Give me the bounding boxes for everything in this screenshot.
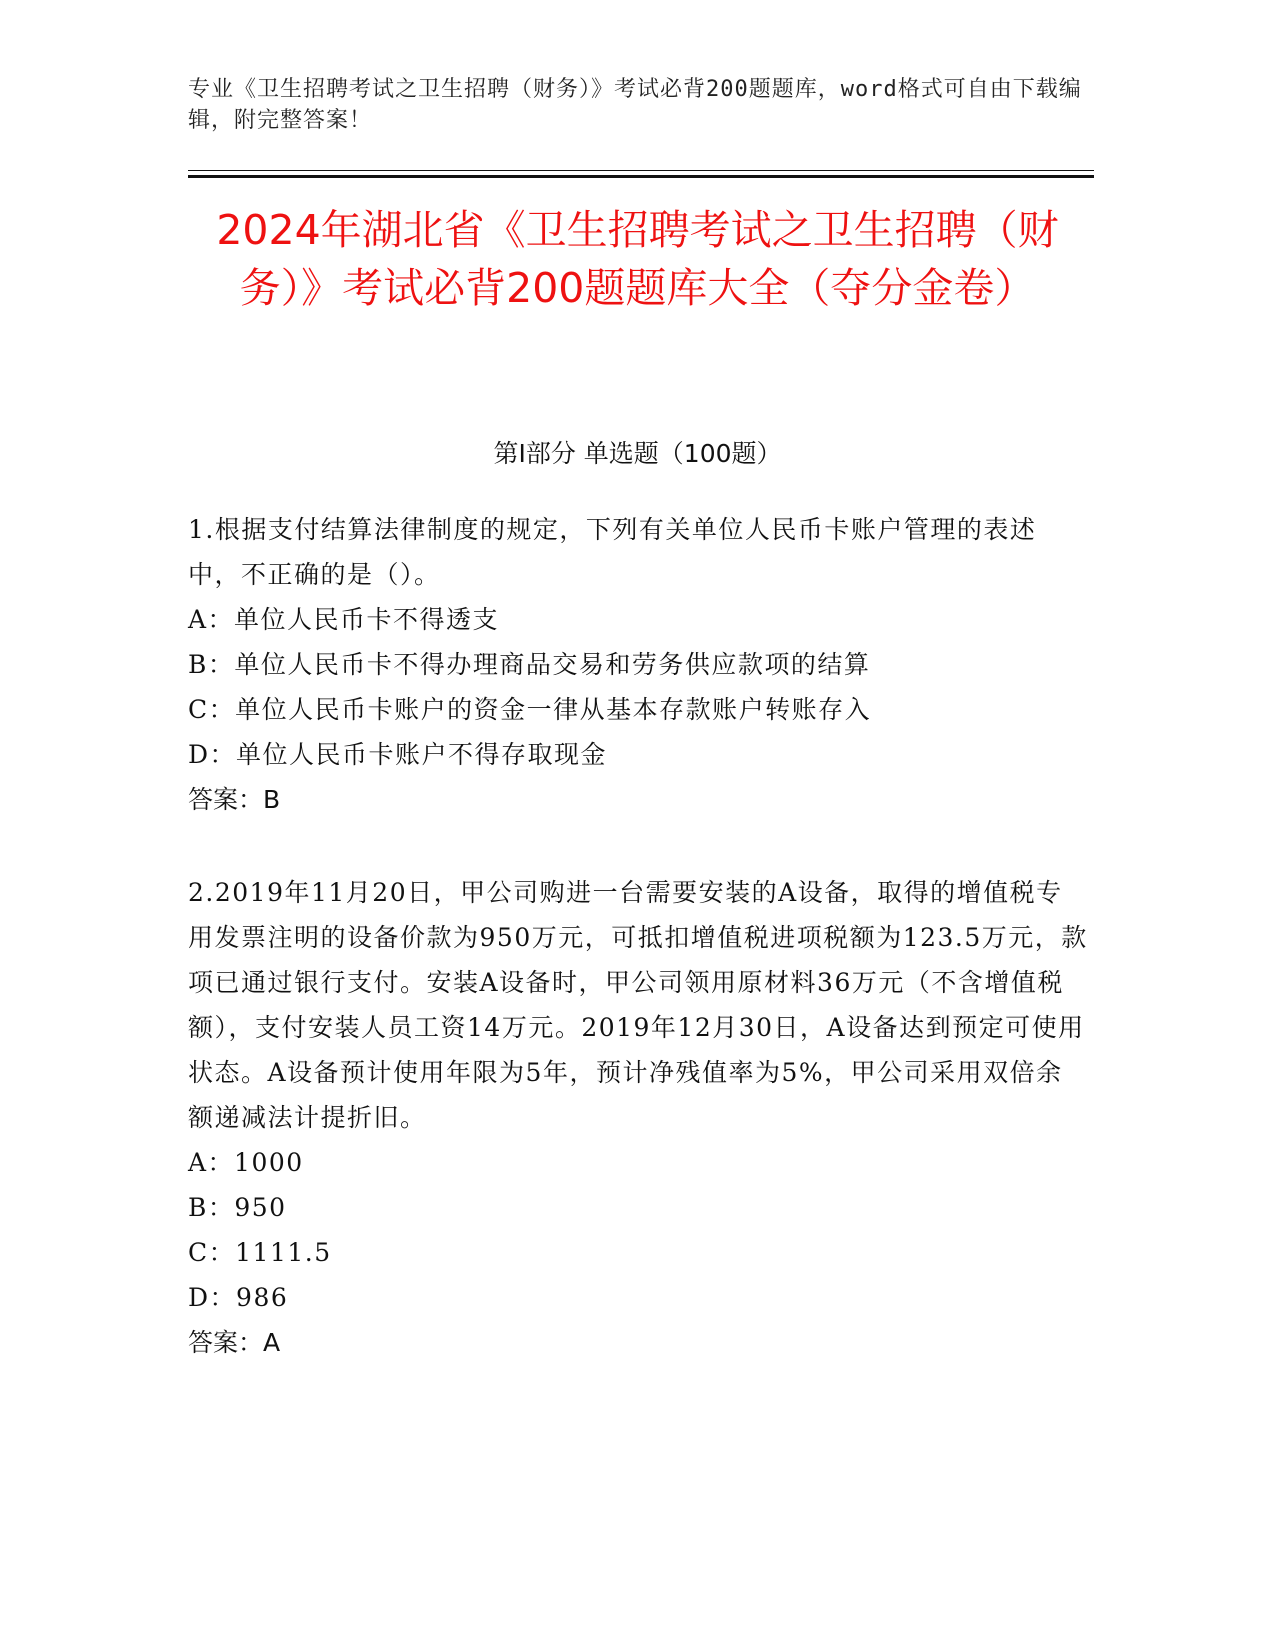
question-2 (188, 870, 1088, 1365)
header-divider-thin (188, 170, 1094, 171)
option-b: B：950 (188, 1193, 287, 1222)
section-title: 第Ⅰ部分 单选题（100题） (493, 439, 782, 468)
document-title: 2024年湖北省《卫生招聘考试之卫生招聘（财务）》考试必背200题题库大全（夺分金卷） (216, 206, 1059, 312)
option-c: C：单位人民币卡账户的资金一律从基本存款账户转账存入 (188, 695, 872, 724)
answer: 答案：A (188, 1328, 281, 1357)
option-d: D：单位人民币卡账户不得存取现金 (188, 740, 608, 769)
question-stem: 2.2019年11月20日，甲公司购进一台需要安装的A设备，取得的增值税专用发票注明的设备价款为950万元，可抵扣增值税进项税额为123.5万元，款项已通过银行支付。安装A设备时，甲公司领用原材料36万元（不含增值税额），支付安装人员工资14万元。2019年12月30日，A设备达到预定可使用状态。A设备预计使用年限为5年，预计净残值率为5%，甲公司采用双倍余额递减法计提折旧。 (188, 878, 1088, 1132)
header-divider-thick (188, 175, 1094, 178)
option-b: B：单位人民币卡不得办理商品交易和劳务供应款项的结算 (188, 650, 871, 679)
header-note: 专业《卫生招聘考试之卫生招聘（财务）》考试必背200题题库，word格式可自由下载编辑，附完整答案！ (188, 77, 1082, 133)
question-1 (188, 507, 1088, 822)
answer: 答案：B (188, 785, 281, 814)
option-d: D：986 (188, 1283, 289, 1312)
option-a: A：1000 (188, 1148, 304, 1177)
option-c: C：1111.5 (188, 1238, 332, 1267)
question-stem: 1.根据支付结算法律制度的规定，下列有关单位人民币卡账户管理的表述中，不正确的是（）。 (188, 515, 1037, 589)
option-a: A：单位人民币卡不得透支 (188, 605, 500, 634)
